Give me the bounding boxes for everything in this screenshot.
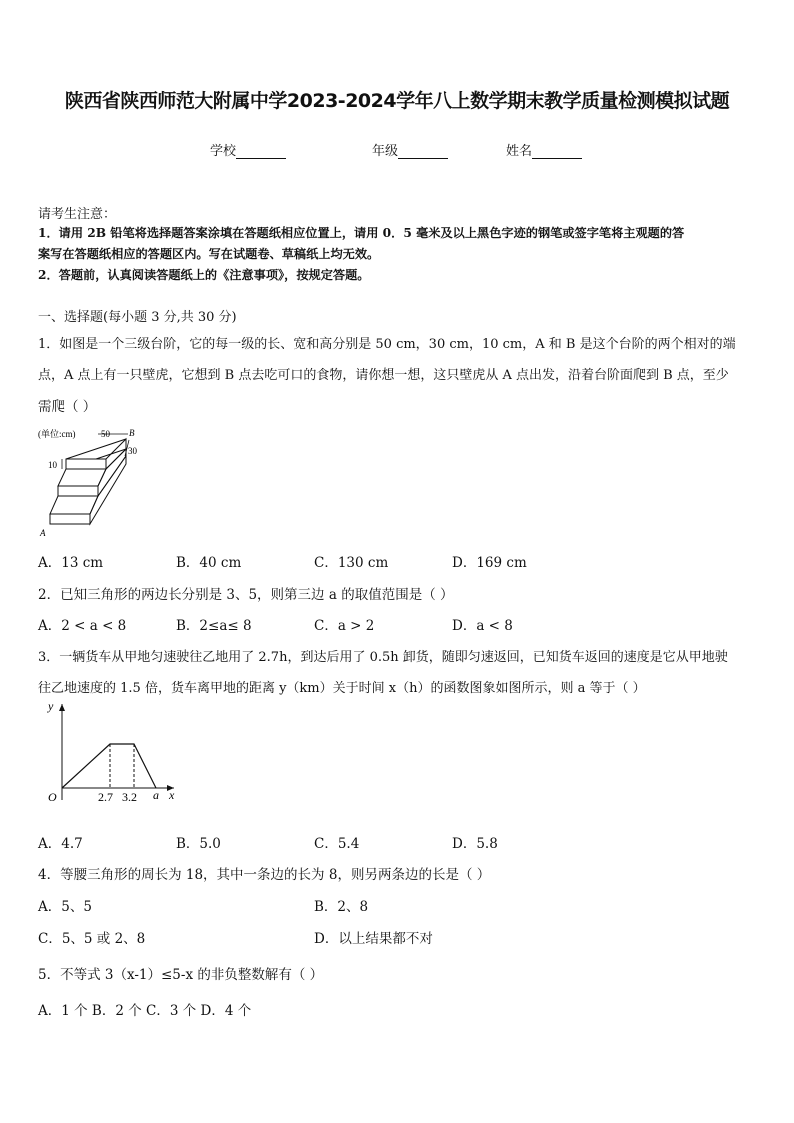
q2-option-d[interactable]: D．a < 8 [452, 618, 513, 634]
point-b-label: B [129, 428, 135, 438]
school-field[interactable] [210, 140, 286, 159]
fig-unit-label: (单位:cm) [38, 429, 76, 439]
q1-line-3: 需爬（ ） [38, 399, 97, 415]
school-label: 学校 [210, 144, 237, 159]
point-a-label: A [40, 528, 46, 538]
q3-option-a[interactable]: A．4.7 [38, 836, 83, 852]
q2-text: 2．已知三角形的两边长分别是 3、5，则第三边 a 的取值范围是（ ） [38, 587, 454, 603]
origin-label: O [48, 790, 57, 804]
grade-blank[interactable] [398, 144, 448, 159]
name-field[interactable] [506, 140, 582, 159]
q3-option-d[interactable]: D．5.8 [452, 836, 498, 852]
q4-text: 4．等腰三角形的周长为 18，其中一条边的长为 8，则另两条边的长是（ ） [38, 867, 491, 883]
name-label: 姓名 [506, 144, 533, 159]
distance-time-line [62, 744, 156, 788]
notice-line-1: 1．请用 2B 铅笔将选择题答案涂填在答题纸相应位置上，请用 0．5 毫米及以上黑色字迹的钢笔或签字笔将主观题的答 [38, 226, 685, 240]
q1-option-b[interactable]: B．40 cm [176, 555, 242, 571]
dim-30-label: 30 [128, 446, 137, 456]
q5-text: 5．不等式 3（x-1）≤5-x 的非负整数解有（ ） [38, 967, 324, 983]
tick-label-2-7: 2.7 [98, 790, 113, 804]
dim-10-label: 10 [48, 460, 57, 470]
q3-option-b[interactable]: B．5.0 [176, 836, 221, 852]
grade-label: 年级 [372, 144, 399, 159]
name-blank[interactable] [532, 144, 582, 159]
q3-line-2: 往乙地速度的 1.5 倍，货车离甲地的距离 y（km）关于时间 x（h）的函数图象如图所示，则 a 等于（ ） [38, 681, 646, 696]
x-axis-label: x [169, 788, 175, 802]
q4-option-d[interactable]: D．以上结果都不对 [314, 931, 433, 947]
q1-option-a[interactable]: A．13 cm [38, 555, 104, 571]
q2-option-c[interactable]: C．a > 2 [314, 618, 375, 634]
q4-option-a[interactable]: A．5、5 [38, 899, 92, 915]
q1-line-2: 点，A 点上有一只壁虎，它想到 B 点去吃可口的食物，请你想一想，这只壁虎从 A 点出发，沿着台阶面爬到 B 点，至少 [38, 368, 729, 383]
tick-label-a: a [153, 788, 159, 802]
y-axis-label: y [48, 700, 54, 713]
school-blank[interactable] [236, 144, 286, 159]
q3-function-graph [36, 700, 186, 810]
q2-option-a[interactable]: A．2 < a < 8 [38, 618, 127, 634]
q1-line-1: 1．如图是一个三级台阶，它的每一级的长、宽和高分别是 50 cm，30 cm，10 cm，A 和 B 是这个台阶的两个相对的端 [38, 337, 736, 352]
q1-option-c[interactable]: C．130 cm [314, 555, 389, 571]
section-heading: 一、选择题(每小题 3 分,共 30 分) [38, 310, 237, 325]
notice-line-3: 2．答题前，认真阅读答题纸上的《注意事项》，按规定答题。 [38, 268, 370, 282]
q3-line-1: 3．一辆货车从甲地匀速驶往乙地用了 2.7h，到达后用了 0.5h 卸货，随即匀速返回，已知货车返回的速度是它从甲地驶 [38, 650, 728, 665]
q5-options[interactable]: A．1 个 B．2 个 C．3 个 D．4 个 [38, 1003, 252, 1019]
tick-label-3-2: 3.2 [122, 790, 137, 804]
grade-field[interactable] [372, 140, 448, 159]
staircase-drawing [50, 439, 126, 524]
staircase-figure [36, 424, 146, 540]
notice-line-2: 案写在答题纸相应的答题区内。写在试题卷、草稿纸上均无效。 [38, 247, 380, 261]
page-title: 陕西省陕西师范大附属中学2023-2024学年八上数学期末教学质量检测模拟试题 [64, 90, 730, 112]
q2-option-b[interactable]: B．2≤a≤ 8 [176, 618, 252, 634]
dim-50-label: 50 [101, 429, 110, 439]
q3-option-c[interactable]: C．5.4 [314, 836, 360, 852]
q4-option-c[interactable]: C．5、5 或 2、8 [38, 931, 146, 947]
y-axis-arrow [59, 704, 65, 711]
q4-option-b[interactable]: B．2、8 [314, 899, 369, 915]
notice-heading: 请考生注意： [38, 207, 117, 222]
q1-option-d[interactable]: D．169 cm [452, 555, 527, 571]
